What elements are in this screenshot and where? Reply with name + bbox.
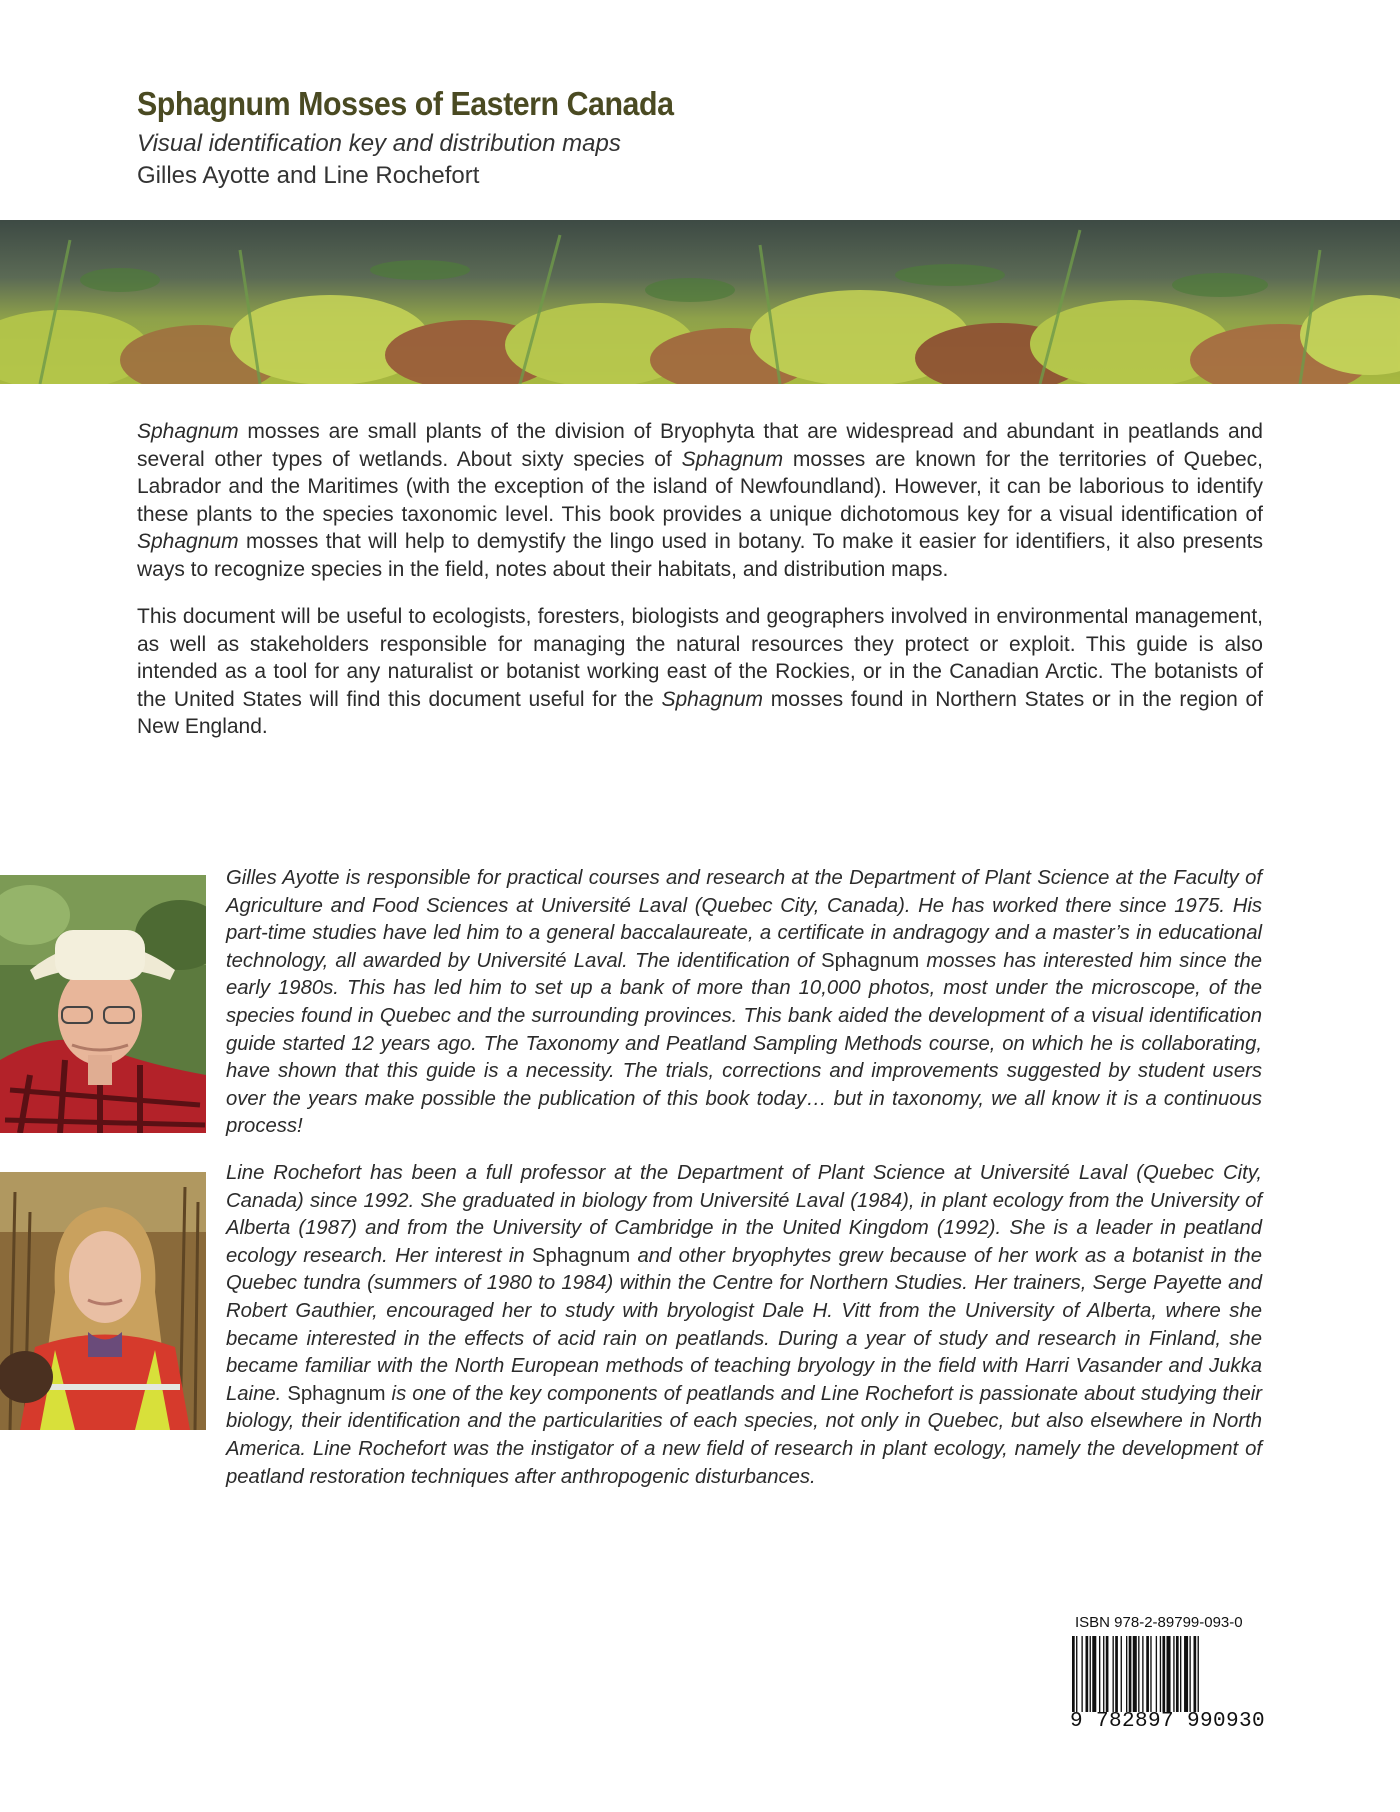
barcode-bar <box>1142 1636 1143 1712</box>
portrait-image <box>0 875 206 1133</box>
barcode-bar <box>1176 1636 1179 1712</box>
portrait-image <box>0 1172 206 1430</box>
barcode-bar <box>1133 1636 1137 1712</box>
barcode-bar <box>1113 1636 1114 1712</box>
author-photo-ayotte <box>0 875 206 1133</box>
barcode-bar <box>1189 1636 1190 1712</box>
sphagnum-term: Sphagnum <box>661 687 764 711</box>
sphagnum-term: Sphagnum <box>137 530 239 553</box>
paragraph-text: mosses are small plants of the division of Bryophyta that are widespread and abundant in peatlands and several other types of wetlands. About sixty species of <box>137 420 1263 471</box>
barcode-bar <box>1099 1636 1100 1712</box>
barcode-bar <box>1198 1636 1199 1712</box>
bio-text: is one of the key components of peatlands and Line Rochefort is passionate about studying their biology, their identification and the particularities of each species, not only in Quebec, but also elsewhere in North America. Line Rochefort was the instigator of a new field of research in plant ecology, namely the development of peatland restoration techniques after anthropogenic disturbances. <box>226 1382 1262 1488</box>
isbn-label: ISBN 978-2-89799-093-0 <box>1075 1614 1243 1631</box>
barcode-bar <box>1115 1636 1118 1712</box>
barcode-bar <box>1138 1636 1139 1712</box>
moss-banner-image <box>0 220 1400 384</box>
barcode-bar <box>1081 1636 1082 1712</box>
description <box>137 418 1263 761</box>
barcode-bar <box>1106 1636 1109 1712</box>
book-authors: Gilles Ayotte and Line Rochefort <box>137 162 480 189</box>
book-header <box>137 82 1267 192</box>
bio-text: mosses has interested him since the early 1980s. This has led him to set up a bank of more than 10,000 photos, most under the microscope, of the species found in Quebec and the surrounding provinces. This bank aided the development of a visual identification guide started 12 years ago. The Taxonomy and Peatland Sampling Methods course, on which he is collaborating, have shown that this guide is a necessity. The trials, corrections and improvements suggested by student users over the years make possible the publication of this book today… but in taxonomy, we all know it is a continuous process! <box>226 949 1263 1138</box>
barcode-bar <box>1072 1636 1075 1712</box>
barcode-bar <box>1156 1636 1157 1712</box>
sphagnum-term: Sphagnum <box>287 1382 386 1405</box>
bio-text-ayotte <box>226 865 1262 1141</box>
sphagnum-term: Sphagnum <box>137 420 239 443</box>
description-paragraph-1 <box>137 418 1263 583</box>
bio-text: Gilles Ayotte is responsible for practical courses and research at the Department of Plant Science at the Faculty of Agriculture and Food Sciences at Université Laval (Quebec City, Canada). He has worked there since 1975. His part-time studies have led him to a general baccalaureate, a certificate in andragogy and a master’s in educational technology, all awarded by Université Laval. The identification of <box>226 867 1262 972</box>
barcode-bar <box>1173 1636 1174 1712</box>
barcode-bar <box>1150 1636 1151 1712</box>
isbn-digits: 9 782897 990930 <box>1070 1710 1266 1733</box>
barcode-bar <box>1167 1636 1171 1712</box>
sphagnum-term: Sphagnum <box>681 447 784 471</box>
bio-text: and other bryophytes grew because of her work as a botanist in the Quebec tundra (summers of 1980 to 1984) within the Centre for Northern Studies. Her trainers, Serge Payette and Robert Gauthier, encouraged her to study with bryologist Dale H. Vitt from the University of Alberta, where she became interested in the effects of acid rain on peatlands. During a year of study and research in Finland, she became familiar with the North European methods of teaching bryology in the field with Harri Vasander and Jukka Laine. <box>226 1244 1262 1405</box>
bio-text: Line Rochefort has been a full professor at the Department of Plant Science at Université Laval (Quebec City, Canada) since 1992. She graduated in biology from Université Laval (1984), in plant ecology from the University of Alberta (1987) and from the University of Cambridge in the United Kingdom (1992). She is a leader in peatland ecology research. Her interest in <box>226 1162 1262 1267</box>
paragraph-text: mosses are known for the territories of Quebec, Labrador and the Maritimes (with the exception of the island of Newfoundland). However, it can be laborious to identify these plants to the species taxonomic level. This book provides a unique dichotomous key for a visual identification of <box>137 447 1264 526</box>
book-subtitle: Visual identification key and distribution maps <box>137 130 621 157</box>
barcode-bar <box>1121 1636 1122 1712</box>
barcode-bar <box>1129 1636 1132 1712</box>
author-photo-rochefort <box>0 1172 206 1430</box>
sphagnum-term: Sphagnum <box>532 1244 631 1267</box>
paragraph-text: mosses that will help to demystify the lingo used in botany. To make it easier for identifiers, it also presents ways to recognize species in the field, notes about their habitats, and distribution maps. <box>137 530 1263 581</box>
barcode-bar <box>1184 1636 1188 1712</box>
barcode-bar <box>1146 1636 1149 1712</box>
barcode-bar <box>1162 1636 1165 1712</box>
paragraph-text: This document will be useful to ecologists, foresters, biologists and geographers involved in environmental management, as well as stakeholders responsible for managing the natural resources they protect or exploit. This guide is also intended as a tool for any naturalist or botanist working east of the Rockies, or in the Canadian Arctic. The botanists of the United States will find this document useful for the <box>137 605 1263 711</box>
barcode-image <box>1070 1636 1265 1712</box>
barcode-bar <box>1092 1636 1096 1712</box>
book-title: Sphagnum Mosses of Eastern Canada <box>137 85 674 122</box>
barcode-bar <box>1126 1636 1127 1712</box>
sphagnum-term: Sphagnum <box>821 949 920 972</box>
barcode-bar <box>1090 1636 1091 1712</box>
isbn-barcode-block <box>1070 1614 1270 1733</box>
barcode-bar <box>1086 1636 1089 1712</box>
moss-banner-photo <box>0 220 1400 384</box>
bio-text-rochefort <box>226 1160 1262 1491</box>
barcode-bar <box>1160 1636 1161 1712</box>
barcode-bar <box>1194 1636 1197 1712</box>
description-paragraph-2 <box>137 603 1263 741</box>
barcode-bar <box>1103 1636 1104 1712</box>
barcode-bar <box>1076 1636 1077 1712</box>
paragraph-text: mosses found in Northern States or in the region of New England. <box>137 687 1263 738</box>
barcode-bar <box>1180 1636 1181 1712</box>
